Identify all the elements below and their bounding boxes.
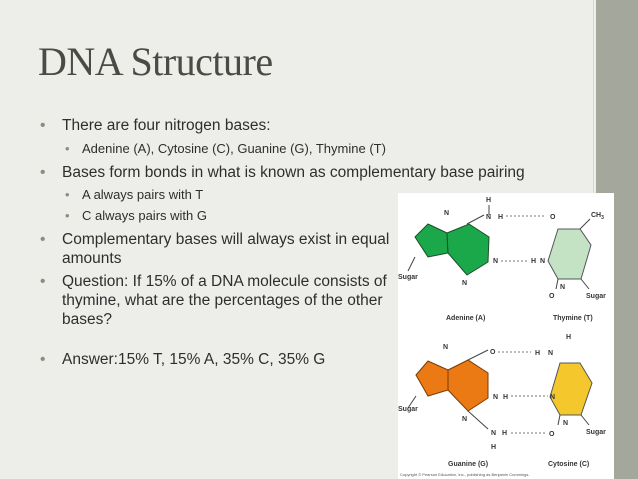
atom-n-amine: N <box>486 214 492 221</box>
atom-o-thymine-bottom: O <box>549 293 555 300</box>
guanine-structure <box>398 344 508 468</box>
base-pairing-diagram <box>398 193 614 479</box>
atom-n-adenine-1: N <box>493 258 499 265</box>
sugar-label-adenine: Sugar <box>398 274 418 281</box>
atom-n-cytosine-1: N <box>563 420 569 427</box>
sub-bullet-base-names: • Adenine (A), Cytosine (C), Guanine (G), Thymine (T) <box>38 140 558 158</box>
slide-title: DNA Structure <box>38 39 273 84</box>
atom-n-thymine-3: N <box>540 258 546 265</box>
atom-h-amine: H <box>498 214 504 221</box>
adenine-structure <box>398 197 503 322</box>
bullet-answer: • Answer:15% T, 15% A, 35% C, 35% G <box>38 350 558 369</box>
bullet-question: • Question: If 15% of a DNA molecule consists of thymine, what are the percentages of the other bases? <box>38 272 414 329</box>
atom-n-guanine-1: N <box>493 394 499 401</box>
thymine-label: Thymine (T) <box>553 315 593 322</box>
atom-n-guanine-7: N <box>443 344 449 351</box>
sub-bullet-c-pairs-g: • C always pairs with G <box>38 207 558 225</box>
methyl-group: $CH_3$ <box>591 212 604 221</box>
sugar-label-thymine: Sugar <box>586 293 606 300</box>
atom-n-thymine-1: N <box>560 284 566 291</box>
atom-n-adenine-7: N <box>444 210 450 217</box>
bullet-equal-amounts: • Complementary bases will always exist in equal amounts <box>38 230 392 268</box>
cytosine-structure <box>535 334 606 468</box>
atom-h-guanine-amine-bottom: H <box>491 444 497 451</box>
bullet-nitrogen-bases: • There are four nitrogen bases: <box>38 116 558 135</box>
atom-o-guanine: O <box>490 349 496 356</box>
atom-h-guanine-1: H <box>503 394 509 401</box>
atom-o-cytosine: O <box>549 431 555 438</box>
adenine-label: Adenine (A) <box>446 315 486 322</box>
atom-o-thymine-top: O <box>550 214 556 221</box>
hydrogen-bonds-g-c <box>498 352 548 433</box>
sugar-label-guanine: Sugar <box>398 406 418 413</box>
atom-n-adenine-3: N <box>462 280 468 287</box>
atom-h-amine-top: H <box>486 197 492 204</box>
sugar-label-cytosine: Sugar <box>586 429 606 436</box>
guanine-label: Guanine (G) <box>448 461 489 468</box>
copyright-notice: Copyright © Pearson Education, Inc., publishing as Benjamin Cummings. <box>400 472 530 477</box>
hydrogen-bonds-a-t <box>501 216 546 261</box>
sub-bullet-a-pairs-t: • A always pairs with T <box>38 186 558 204</box>
atom-n-cytosine-3: N <box>550 394 556 401</box>
atom-h-cytosine-amine: H <box>535 350 541 357</box>
bullet-complementary-pairing: • Bases form bonds in what is known as complementary base pairing <box>38 163 532 182</box>
atom-h-thymine: H <box>531 258 537 265</box>
thymine-structure <box>531 212 606 322</box>
atom-n-cytosine-amine: N <box>548 350 554 357</box>
atom-h-cytosine-top: H <box>566 334 572 341</box>
atom-n-guanine-3: N <box>462 416 468 423</box>
cytosine-label: Cytosine (C) <box>548 461 590 468</box>
atom-h-guanine-amine: H <box>502 430 508 437</box>
atom-n-guanine-amine: N <box>491 430 497 437</box>
